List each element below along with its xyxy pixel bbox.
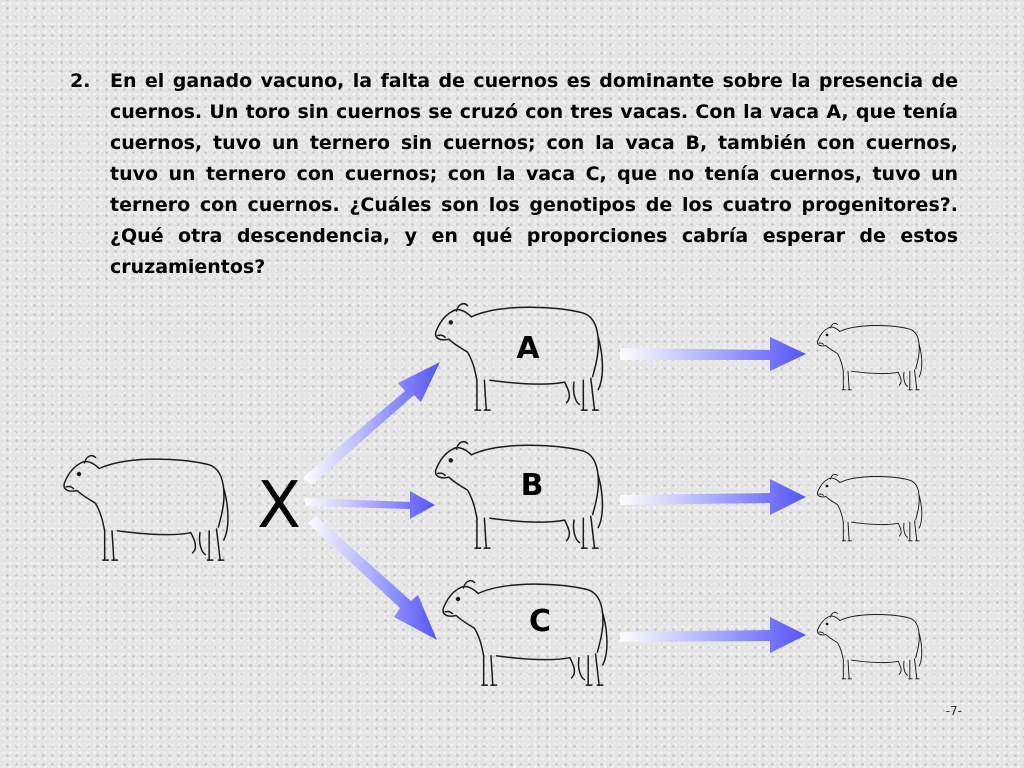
cow-a-label: A bbox=[516, 331, 540, 366]
arrow-to-calf-c bbox=[620, 617, 806, 653]
cow-b-label: B bbox=[520, 468, 544, 503]
arrow-to-cow-a bbox=[303, 362, 440, 485]
calf-b bbox=[817, 474, 921, 540]
arrow-to-cow-b bbox=[305, 491, 435, 519]
cow-c-label: C bbox=[528, 604, 552, 639]
cross-symbol: X bbox=[257, 469, 301, 543]
cow-b bbox=[436, 442, 603, 548]
problem-text: En el ganado vacuno, la falta de cuernos es dominante sobre la presencia de cuernos. Un toro sin cuernos se cruzó con tres vacas. Con la vaca A, que tenía cuernos, tuvo un ternero sin cuernos; con la vaca B, también con cuernos, tuvo un ternero con cuernos; con la vaca C, que no tenía cuernos, tuvo un ternero con cuernos. ¿Cuáles son los genotipos de los cuatro progenitores?. ¿Qué otra descendencia, y en qué proporciones cabría esperar de estos cruzamientos? bbox=[110, 70, 958, 278]
problem-number: 2. bbox=[70, 70, 91, 92]
calf-a bbox=[817, 323, 921, 390]
arrow-to-calf-a bbox=[620, 337, 806, 371]
arrow-to-cow-c bbox=[308, 516, 437, 640]
calf-c bbox=[817, 612, 921, 679]
page-number: -7- bbox=[945, 704, 962, 718]
arrow-to-calf-b bbox=[620, 479, 806, 515]
bull-polled bbox=[64, 456, 228, 561]
cow-c bbox=[443, 581, 607, 686]
